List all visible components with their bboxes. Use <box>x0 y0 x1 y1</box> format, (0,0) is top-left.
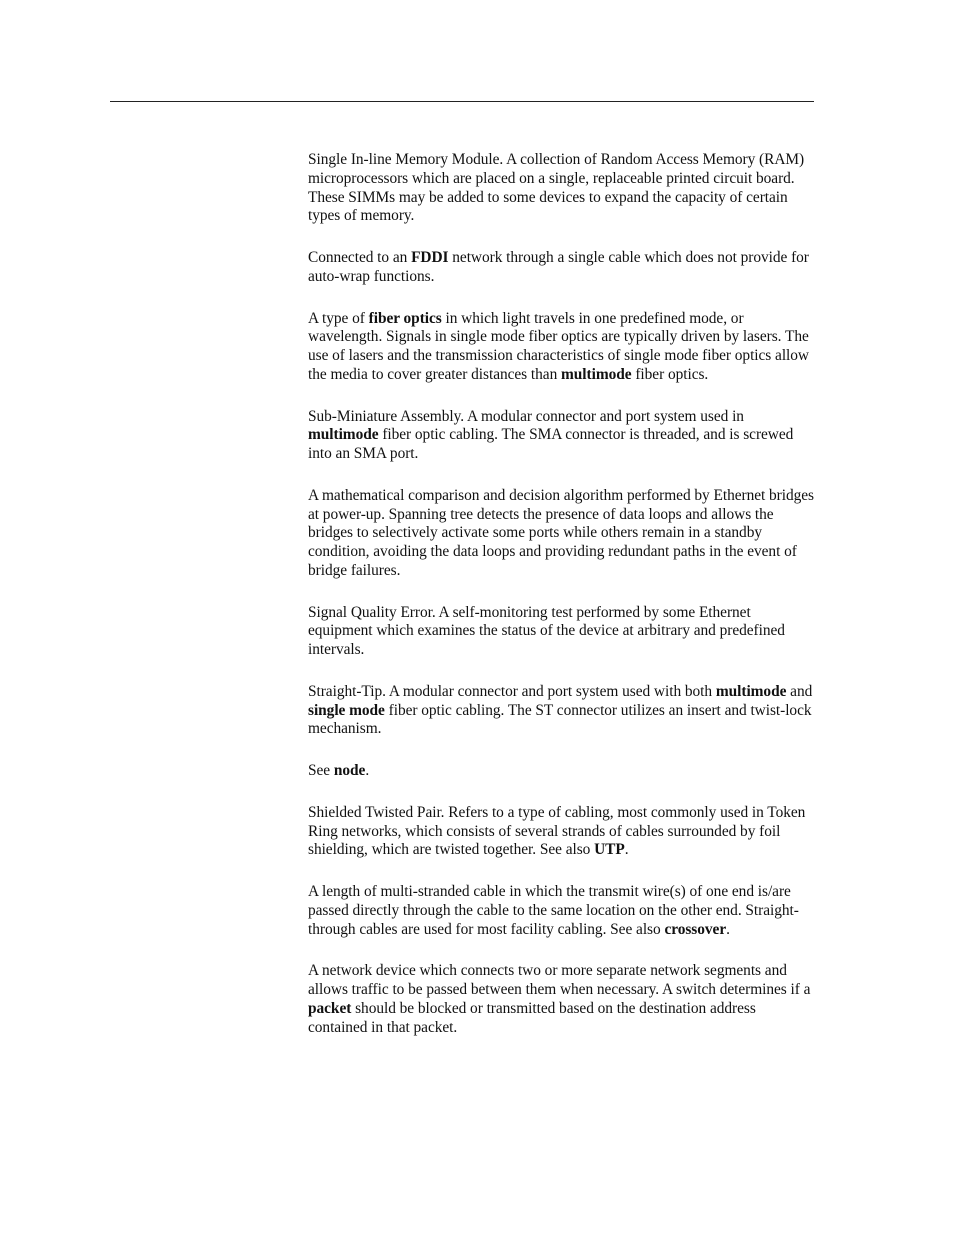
definition-text: Sub-Miniature Assembly. A modular connector and port system used in <box>308 407 744 425</box>
glossary-definition-straight-through <box>308 883 818 939</box>
definition-text: in which light travels in one predefined mode, or wavelength. Signals in single mode fiber optics are typically driven by lasers. The use of lasers and the transmission characteristics of single mode fiber optics allow the media to cover greater distances than <box>308 309 809 383</box>
glossary-definition-stp <box>308 804 818 860</box>
definition-text: should be blocked or transmitted based on the destination address contained in that packet. <box>308 999 756 1036</box>
glossary-definitions <box>308 151 818 1060</box>
definition-text: Signal Quality Error. A self-monitoring test performed by some Ethernet equipment which examines the status of the device at arbitrary and predefined intervals. <box>308 603 785 658</box>
definition-text: and <box>786 682 813 700</box>
definition-text: A mathematical comparison and decision algorithm performed by Ethernet bridges at power-up. Spanning tree detects the presence of data loops and allows the bridges to selectively activate some ports while others remain in a standby condition, avoiding the data loops and providing redundant paths in the event of bridge failures. <box>308 486 814 579</box>
definition-text: A length of multi-stranded cable in which the transmit wire(s) of one end is/are passed directly through the cable to the same location on the other end. Straight-through cables are used for most facility cabling. See also <box>308 883 799 938</box>
glossary-definition-sqe <box>308 604 818 660</box>
glossary-definition-simm <box>308 151 818 226</box>
cross-reference-term: single mode <box>308 701 385 719</box>
definition-text: Single In-line Memory Module. A collection of Random Access Memory (RAM) microprocessors which are placed on a single, replaceable printed circuit board. These SIMMs may be added to some devices to expand the capacity of certain types of memory. <box>308 151 805 225</box>
glossary-definition-single-mode <box>308 310 818 385</box>
definition-text: fiber optic cabling. The SMA connector is threaded, and is screwed into an SMA port. <box>308 426 794 462</box>
cross-reference-term: multimode <box>715 682 787 700</box>
cross-reference-term: UTP <box>594 841 625 859</box>
cross-reference-term: multimode <box>561 365 632 383</box>
definition-text: Connected to an <box>308 249 412 266</box>
cross-reference-term: crossover <box>664 920 727 938</box>
cross-reference-term: node <box>333 762 366 779</box>
definition-text: Shielded Twisted Pair. Refers to a type of cabling, most commonly used in Token Ring networks, which consists of several strands of cables surrounded by foil shielding, which are twisted together. See also <box>308 803 806 859</box>
definition-text: network through a single cable which does not provide for auto-wrap functions. <box>308 249 809 285</box>
definition-text: . <box>365 762 370 779</box>
glossary-definition-sma <box>308 408 818 464</box>
definition-text: . <box>726 920 730 938</box>
definition-text: Straight-Tip. A modular connector and port system used with both <box>308 682 716 700</box>
definition-text: A network device which connects two or more separate network segments and allows traffic to be passed between them when necessary. A switch determines if a <box>308 962 811 998</box>
cross-reference-term: multimode <box>308 426 379 444</box>
cross-reference-term: packet <box>308 999 352 1017</box>
cross-reference-term: fiber optics <box>368 309 442 327</box>
glossary-definition-station <box>308 762 818 781</box>
cross-reference-term: FDDI <box>411 249 449 266</box>
glossary-definition-spanning-tree <box>308 487 818 581</box>
glossary-definition-st <box>308 683 818 739</box>
glossary-definition-switch <box>308 962 818 1037</box>
glossary-definition-single-attached <box>308 249 818 287</box>
definition-text: fiber optic cabling. The ST connector utilizes an insert and twist-lock mechanism. <box>308 701 812 738</box>
definition-text: See <box>308 762 334 779</box>
definition-text: . <box>624 841 629 859</box>
header-rule <box>110 101 814 102</box>
definition-text: A type of <box>308 309 369 327</box>
definition-text: fiber optics. <box>631 365 709 383</box>
